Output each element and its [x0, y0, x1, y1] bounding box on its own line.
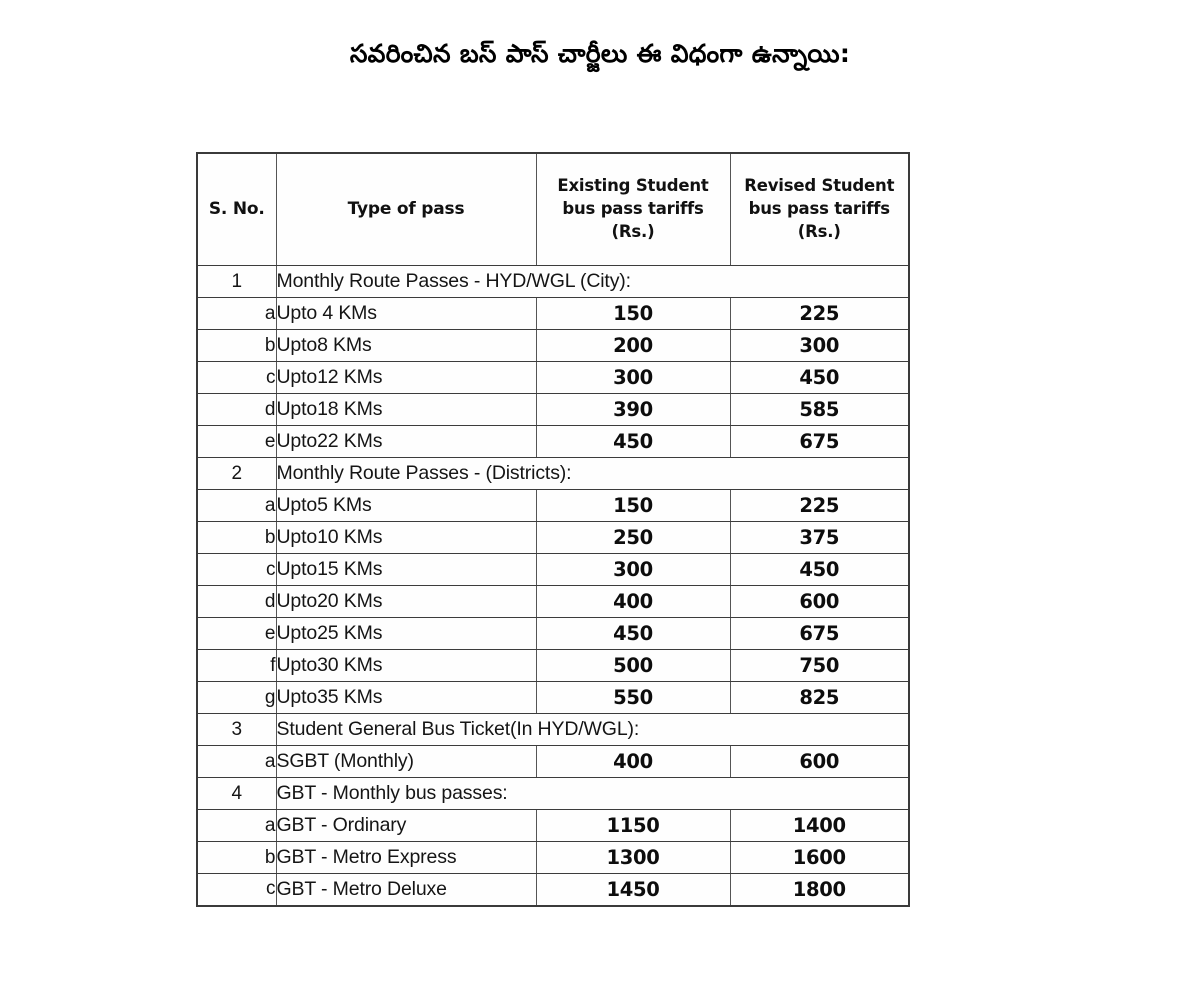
section-label: Monthly Route Passes - HYD/WGL (City): — [276, 266, 909, 298]
table-row — [197, 682, 909, 714]
row-pass-type: Upto20 KMs — [276, 586, 536, 618]
row-existing-tariff: 550 — [536, 682, 730, 714]
row-sub-index: a — [197, 490, 276, 522]
row-existing-tariff: 300 — [536, 362, 730, 394]
row-existing-tariff: 1300 — [536, 842, 730, 874]
row-existing-tariff: 1450 — [536, 874, 730, 906]
row-sub-index: b — [197, 842, 276, 874]
table-row — [197, 394, 909, 426]
row-pass-type: Upto15 KMs — [276, 554, 536, 586]
row-sub-index: c — [197, 874, 276, 906]
row-revised-tariff: 300 — [730, 330, 909, 362]
table-section-row — [197, 266, 909, 298]
row-sub-index: d — [197, 394, 276, 426]
row-existing-tariff: 300 — [536, 554, 730, 586]
revised-header-line-3: (Rs.) — [797, 221, 841, 241]
table-row — [197, 810, 909, 842]
row-sub-index: a — [197, 298, 276, 330]
column-header-sno: S. No. — [197, 153, 276, 266]
row-revised-tariff: 450 — [730, 362, 909, 394]
column-header-type-of-pass: Type of pass — [276, 153, 536, 266]
row-pass-type: Upto35 KMs — [276, 682, 536, 714]
row-sub-index: c — [197, 554, 276, 586]
row-sub-index: b — [197, 330, 276, 362]
table-row — [197, 298, 909, 330]
table-row — [197, 842, 909, 874]
row-existing-tariff: 400 — [536, 586, 730, 618]
row-existing-tariff: 450 — [536, 426, 730, 458]
row-revised-tariff: 1400 — [730, 810, 909, 842]
row-pass-type: Upto30 KMs — [276, 650, 536, 682]
table-row — [197, 874, 909, 906]
row-revised-tariff: 675 — [730, 618, 909, 650]
revised-header-line-2: bus pass tariffs — [748, 199, 890, 219]
row-pass-type: Upto22 KMs — [276, 426, 536, 458]
row-pass-type: GBT - Ordinary — [276, 810, 536, 842]
row-sub-index: a — [197, 810, 276, 842]
row-sub-index: a — [197, 746, 276, 778]
section-label: Student General Bus Ticket(In HYD/WGL): — [276, 714, 909, 746]
table-row — [197, 330, 909, 362]
row-pass-type: Upto25 KMs — [276, 618, 536, 650]
row-sub-index: e — [197, 426, 276, 458]
row-sub-index: c — [197, 362, 276, 394]
section-number: 1 — [197, 266, 276, 298]
row-revised-tariff: 600 — [730, 586, 909, 618]
row-pass-type: GBT - Metro Deluxe — [276, 874, 536, 906]
row-sub-index: f — [197, 650, 276, 682]
row-existing-tariff: 150 — [536, 298, 730, 330]
table-header — [197, 153, 909, 266]
revised-header-line-1: Revised Student — [744, 176, 895, 196]
table-row — [197, 746, 909, 778]
column-header-existing-tariff — [536, 153, 730, 266]
table-row — [197, 522, 909, 554]
row-revised-tariff: 450 — [730, 554, 909, 586]
row-existing-tariff: 1150 — [536, 810, 730, 842]
bus-pass-tariff-table — [196, 152, 910, 907]
table-header-row — [197, 153, 909, 266]
row-revised-tariff: 585 — [730, 394, 909, 426]
page-title: సవరించిన బస్ పాస్ చార్జీలు ఈ విధంగా ఉన్నాయి: — [349, 39, 851, 68]
row-revised-tariff: 750 — [730, 650, 909, 682]
row-revised-tariff: 225 — [730, 298, 909, 330]
table-row — [197, 586, 909, 618]
row-existing-tariff: 150 — [536, 490, 730, 522]
row-pass-type: Upto8 KMs — [276, 330, 536, 362]
section-label: Monthly Route Passes - (Districts): — [276, 458, 909, 490]
row-revised-tariff: 675 — [730, 426, 909, 458]
row-sub-index: b — [197, 522, 276, 554]
row-sub-index: g — [197, 682, 276, 714]
row-pass-type: Upto 4 KMs — [276, 298, 536, 330]
row-revised-tariff: 375 — [730, 522, 909, 554]
table-section-row — [197, 778, 909, 810]
table-row — [197, 490, 909, 522]
table-section-row — [197, 458, 909, 490]
table-section-row — [197, 714, 909, 746]
tariff-table-container — [196, 152, 908, 907]
row-existing-tariff: 390 — [536, 394, 730, 426]
row-revised-tariff: 225 — [730, 490, 909, 522]
row-existing-tariff: 450 — [536, 618, 730, 650]
row-pass-type: Upto12 KMs — [276, 362, 536, 394]
table-row — [197, 650, 909, 682]
existing-header-line-3: (Rs.) — [611, 221, 655, 241]
row-existing-tariff: 200 — [536, 330, 730, 362]
section-number: 4 — [197, 778, 276, 810]
table-row — [197, 618, 909, 650]
section-number: 3 — [197, 714, 276, 746]
row-existing-tariff: 500 — [536, 650, 730, 682]
row-pass-type: SGBT (Monthly) — [276, 746, 536, 778]
row-pass-type: GBT - Metro Express — [276, 842, 536, 874]
table-row — [197, 554, 909, 586]
row-existing-tariff: 400 — [536, 746, 730, 778]
existing-header-line-1: Existing Student — [557, 176, 709, 196]
row-revised-tariff: 600 — [730, 746, 909, 778]
row-existing-tariff: 250 — [536, 522, 730, 554]
row-revised-tariff: 1600 — [730, 842, 909, 874]
table-row — [197, 426, 909, 458]
row-sub-index: d — [197, 586, 276, 618]
row-pass-type: Upto5 KMs — [276, 490, 536, 522]
row-pass-type: Upto18 KMs — [276, 394, 536, 426]
section-number: 2 — [197, 458, 276, 490]
table-row — [197, 362, 909, 394]
row-revised-tariff: 1800 — [730, 874, 909, 906]
row-revised-tariff: 825 — [730, 682, 909, 714]
row-pass-type: Upto10 KMs — [276, 522, 536, 554]
column-header-revised-tariff — [730, 153, 909, 266]
table-body — [197, 266, 909, 906]
row-sub-index: e — [197, 618, 276, 650]
existing-header-line-2: bus pass tariffs — [562, 199, 704, 219]
section-label: GBT - Monthly bus passes: — [276, 778, 909, 810]
